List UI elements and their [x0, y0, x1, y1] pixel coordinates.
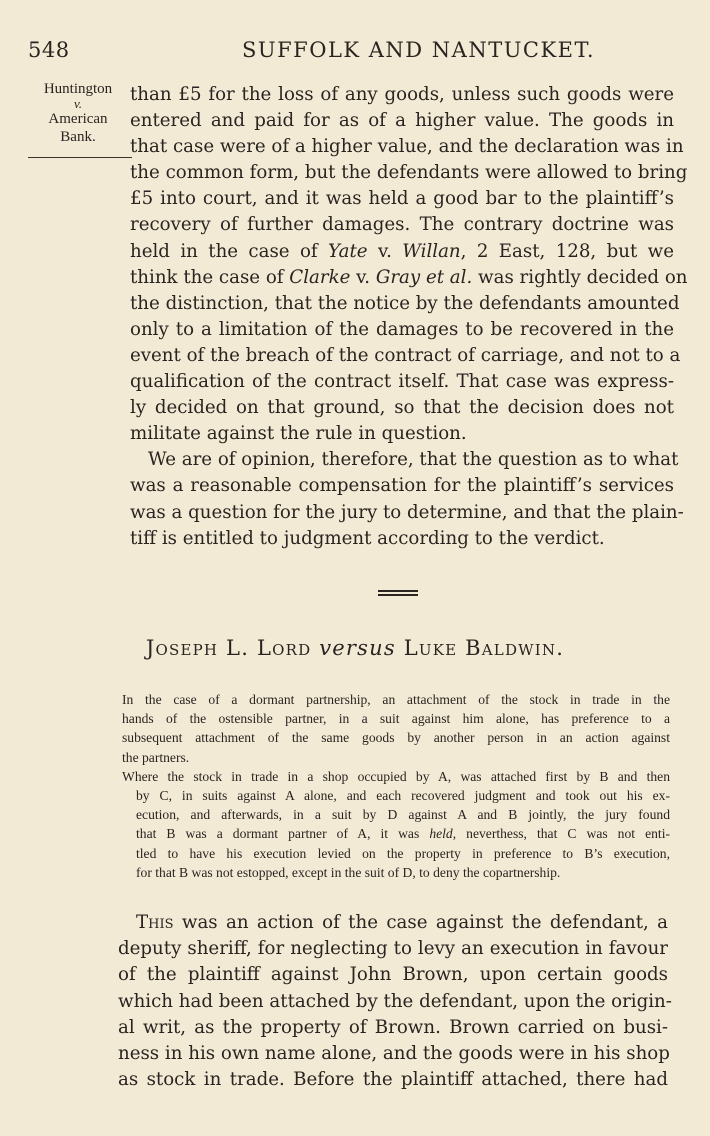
opinion-text — [130, 82, 688, 552]
headnote-line: subsequent attachment of the same goods by another person in an action against — [122, 730, 670, 746]
text-line: ness in his own name alone, and the goods were in his shop — [118, 1043, 670, 1065]
headnotes — [122, 690, 670, 882]
headnote-line: hands of the ostensible partner, in a suit against him alone, has preference to a — [122, 711, 670, 727]
text-run: think the case of — [130, 266, 290, 288]
text-line-with-citation — [130, 265, 688, 291]
defendant-name: Luke Baldwin. — [403, 636, 565, 660]
text-line: militate against the rule in question. — [130, 423, 467, 445]
text-line: event of the breach of the contract of carriage, and not to a — [130, 344, 681, 366]
headnote — [122, 690, 670, 767]
text-line: which had been attached by the defendant, upon the origin- — [118, 990, 672, 1012]
separator-rule — [378, 590, 418, 592]
margin-note-versus: v. — [73, 96, 83, 111]
headnote-line: tled to have his execution levied on the property in preference to B’s execution, — [136, 845, 670, 861]
case-title — [0, 636, 710, 660]
margin-case-citation — [28, 80, 128, 146]
text-line: was a reasonable compensation for the plaintiff’s services — [130, 475, 674, 497]
section-separator — [378, 590, 418, 596]
text-run: v. — [350, 266, 376, 288]
text-run: , neverthess, that C was not enti- — [452, 826, 671, 842]
headnote-line: Where the stock in trade in a shop occupied by A, was attached first by B and then — [122, 768, 670, 784]
margin-rule — [28, 157, 132, 158]
text-run: v. — [367, 240, 403, 262]
text-line-with-citation — [130, 239, 674, 265]
headnote — [122, 767, 670, 882]
text-line: entered and paid for as of a higher value. The goods in — [130, 110, 674, 132]
text-line: deputy sheriff, for neglecting to levy an execution in favour — [118, 938, 668, 960]
text-line: as stock in trade. Before the plaintiff attached, there had — [118, 1069, 668, 1091]
case-party: Willan — [402, 240, 461, 262]
text-run: that B was a dormant partner of A, it was — [136, 826, 430, 842]
headnote-line: for that B was not estopped, except in the suit of D, to deny the copartnership. — [136, 864, 561, 880]
margin-note-line: Bank. — [60, 129, 96, 145]
text-line: the common form, but the defendants were allowed to bring — [130, 162, 688, 184]
narrative-first-line — [118, 910, 668, 936]
versus-label: versus — [319, 636, 396, 660]
emphasis: held — [429, 826, 453, 842]
case-party: Clarke — [289, 266, 351, 288]
text-line: al writ, as the property of Brown. Brown carried on busi- — [118, 1016, 668, 1038]
text-line: of the plaintiff against John Brown, upon certain goods — [118, 964, 668, 986]
headnote-line: by C, in suits against A alone, and each recovered judgment and took out his ex- — [136, 788, 670, 804]
margin-note-line: American — [48, 111, 108, 127]
text-run: was an action of the case against the defendant, a — [173, 912, 668, 933]
headnote-line: In the case of a dormant partnership, an attachment of the stock in trade in the — [122, 692, 670, 707]
margin-note-line: Huntington — [43, 81, 113, 97]
case-party: Gray et al. — [375, 266, 473, 288]
page-number: 548 — [28, 38, 70, 62]
text-line: that case were of a higher value, and the declaration was in — [130, 136, 684, 158]
text-run: , 2 East, 128, but we — [460, 240, 675, 262]
case-narrative — [118, 910, 672, 1093]
text-run: held in the case of — [130, 240, 329, 262]
plaintiff-name: Joseph L. Lord — [145, 636, 312, 660]
text-run: was rightly decided on — [472, 266, 688, 288]
text-line: was a question for the jury to determine, and that the plain- — [130, 501, 684, 523]
text-line: the distinction, that the notice by the defendants amounted — [130, 292, 680, 314]
separator-rule — [378, 594, 418, 596]
text-line: £5 into court, and it was held a good bar to the plaintiff’s — [130, 188, 674, 210]
text-line: than £5 for the loss of any goods, unless such goods were — [130, 84, 674, 105]
headnote-line-with-emphasis — [122, 824, 670, 843]
case-party: Yate — [328, 240, 368, 262]
text-line: ly decided on that ground, so that the decision does not — [130, 397, 674, 419]
running-head: SUFFOLK AND NANTUCKET. — [242, 38, 596, 62]
text-line: qualification of the contract itself. That case was express- — [130, 371, 674, 393]
headnote-line: ecution, and afterwards, in a suit by D against A and B jointly, the jury found — [136, 807, 670, 823]
opening-word: This — [136, 912, 174, 933]
text-line: recovery of further damages. The contrary doctrine was — [130, 214, 674, 236]
text-line: We are of opinion, therefore, that the question as to what — [148, 449, 679, 471]
text-line: tiff is entitled to judgment according to the verdict. — [130, 527, 605, 549]
headnote-line: the partners. — [122, 749, 190, 765]
page-header — [28, 38, 670, 68]
text-line: only to a limitation of the damages to be recovered in the — [130, 318, 674, 340]
